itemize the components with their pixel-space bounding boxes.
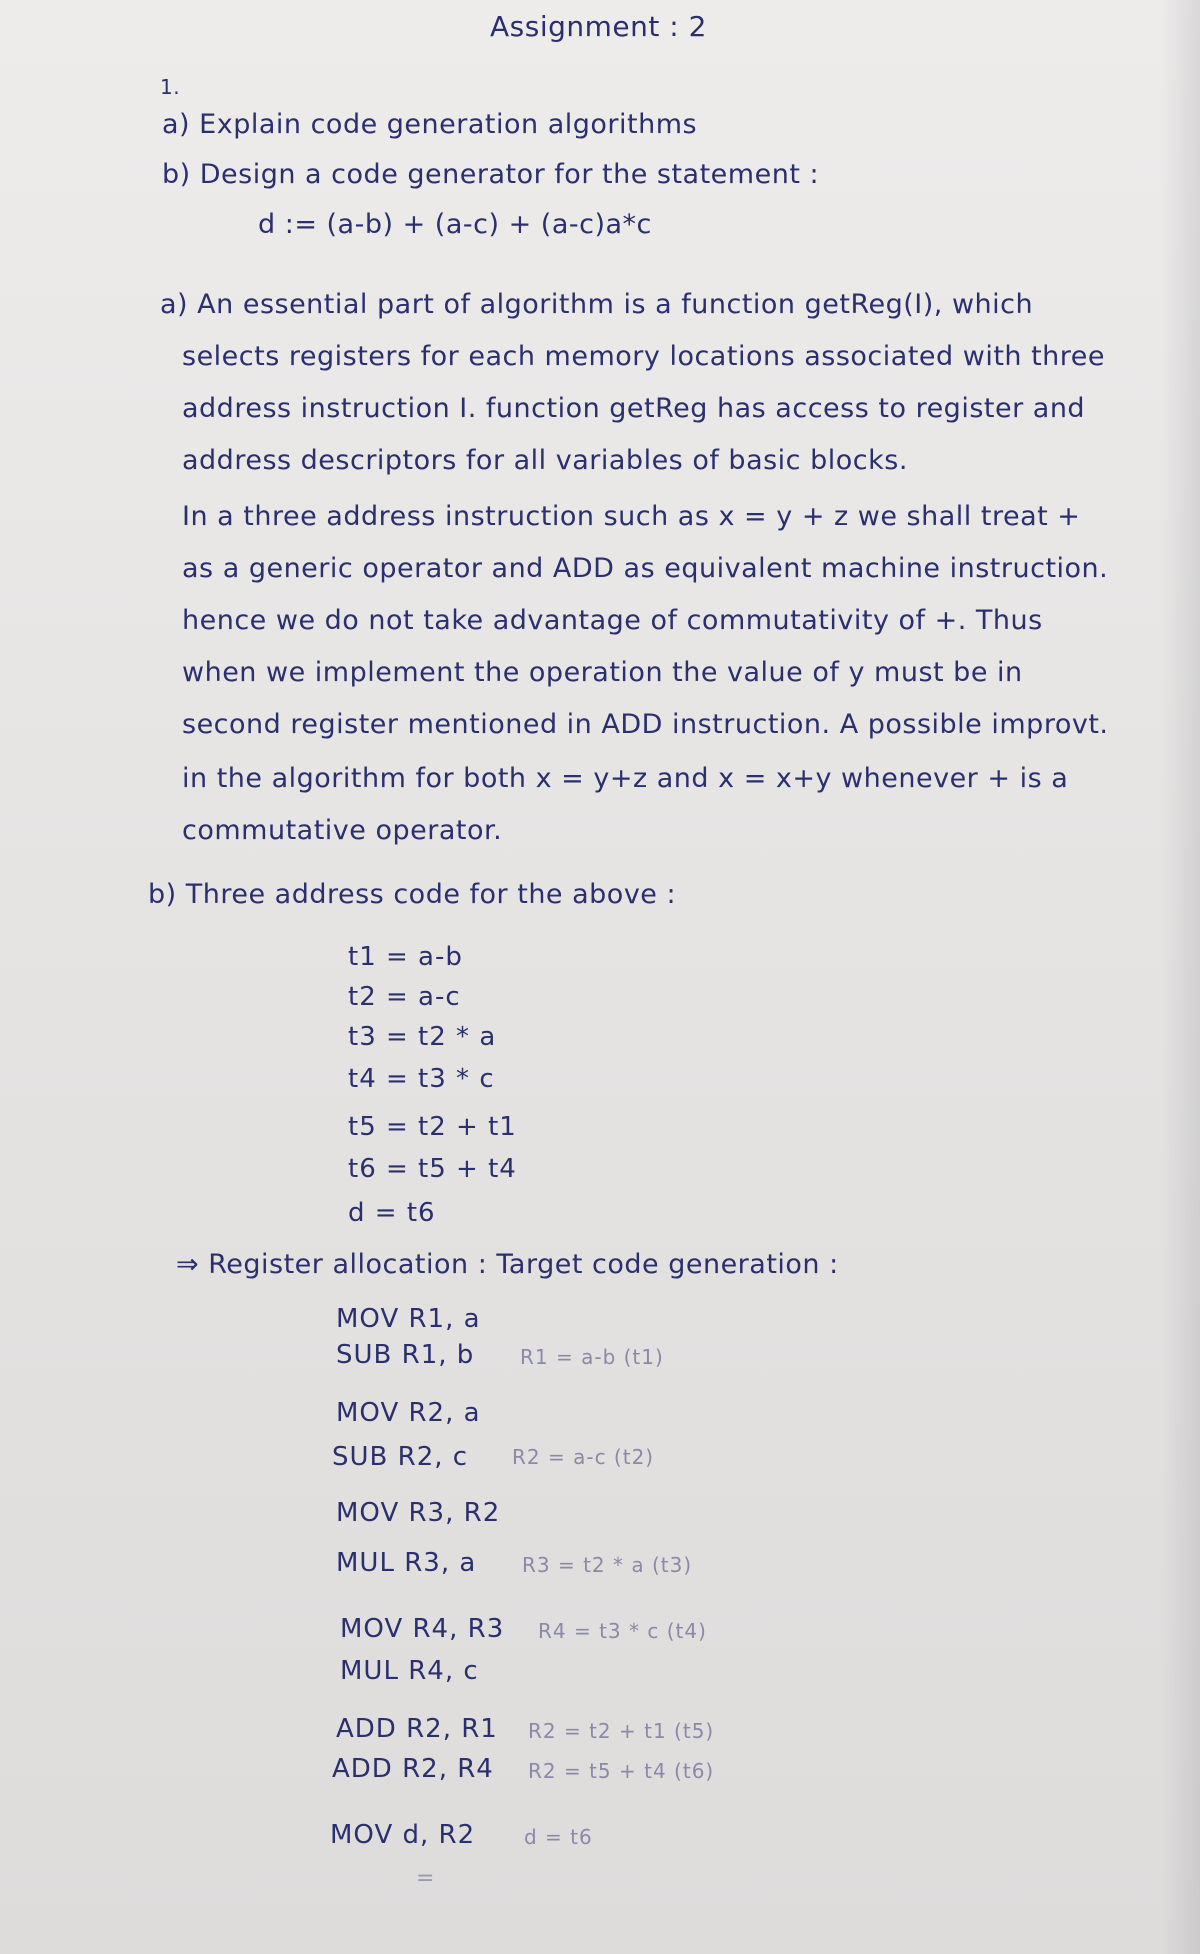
tac-line: d = t6 [348,1198,436,1228]
answer-a-line: commutative operator. [182,815,503,846]
tac-line: t3 = t2 * a [348,1022,497,1052]
asm-instruction: SUB R2, c [332,1442,469,1472]
question-b: b) Design a code generator for the statement : [162,159,820,190]
answer-a-line: address descriptors for all variables of basic blocks. [182,445,908,476]
asm-instruction: MUL R4, c [340,1656,479,1686]
answer-a-line: second register mentioned in ADD instruction. A possible improvt. [182,709,1109,740]
register-allocation-heading: ⇒ Register allocation : Target code generation : [176,1249,839,1280]
asm-note: R2 = t5 + t4 (t6) [528,1759,715,1783]
page-title: Assignment : 2 [490,10,707,43]
asm-note: R2 = a-c (t2) [512,1445,655,1469]
answer-a-line: In a three address instruction such as x = y + z we shall treat + [182,501,1081,532]
asm-instruction: SUB R1, b [336,1340,475,1370]
question-a: a) Explain code generation algorithms [162,109,698,140]
answer-a-line: address instruction I. function getReg has access to register and [182,393,1086,424]
asm-instruction: MOV R4, R3 [340,1614,505,1644]
answer-a-line: as a generic operator and ADD as equivalent machine instruction. [182,553,1109,584]
asm-instruction: MOV R2, a [336,1398,481,1428]
tac-line: t1 = a-b [348,942,463,972]
answer-a-line: selects registers for each memory locations associated with three [182,341,1106,372]
answer-b-heading: b) Three address code for the above : [148,879,677,910]
asm-instruction: ADD R2, R1 [336,1714,498,1744]
question-number: 1. [160,75,181,99]
asm-instruction: MOV R3, R2 [336,1498,501,1528]
asm-note: d = t6 [524,1825,593,1849]
asm-note: R2 = t2 + t1 (t5) [528,1719,715,1743]
asm-instruction: MOV d, R2 [330,1820,476,1850]
asm-instruction: MUL R3, a [336,1548,477,1578]
asm-note: R3 = t2 * a (t3) [522,1553,693,1577]
tac-line: t6 = t5 + t4 [348,1154,517,1184]
answer-a-line: when we implement the operation the value of y must be in [182,657,1023,688]
tac-line: t5 = t2 + t1 [348,1112,517,1142]
asm-instruction: MOV R1, a [336,1304,481,1334]
asm-instruction: ADD R2, R4 [332,1754,494,1784]
answer-a-line: hence we do not take advantage of commutativity of +. Thus [182,605,1043,636]
asm-note: R1 = a-b (t1) [520,1345,664,1369]
question-statement: d := (a-b) + (a-c) + (a-c)a*c [258,209,652,240]
end-mark: = [416,1866,435,1891]
asm-note: R4 = t3 * c (t4) [538,1619,707,1643]
answer-a-line: a) An essential part of algorithm is a function getReg(I), which [160,289,1034,320]
answer-a-line: in the algorithm for both x = y+z and x = x+y whenever + is a [182,763,1069,794]
page-edge-shadow [1160,0,1200,1954]
tac-line: t4 = t3 * c [348,1064,495,1094]
tac-line: t2 = a-c [348,982,461,1012]
